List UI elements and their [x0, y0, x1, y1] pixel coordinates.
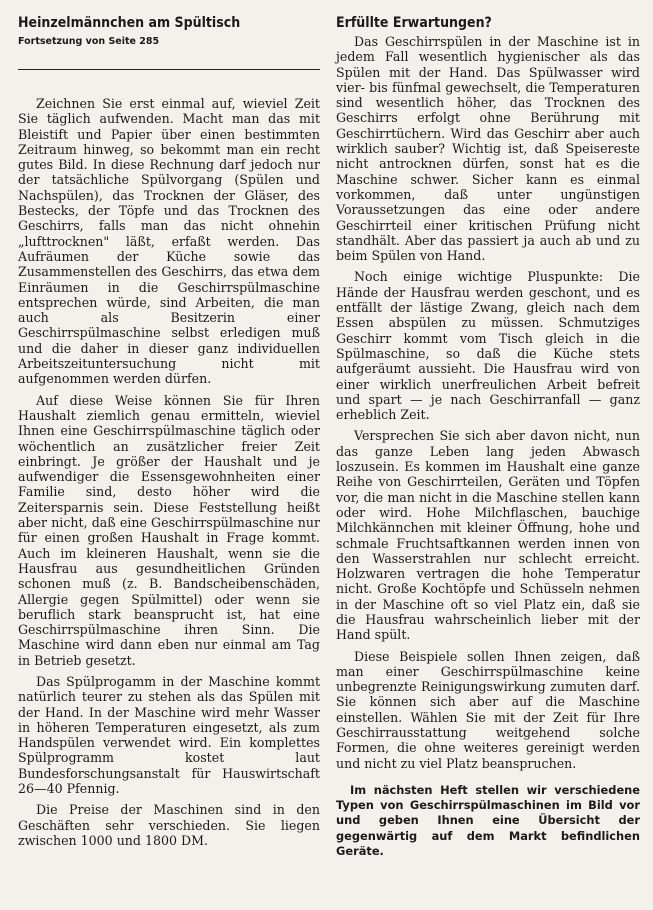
- paragraph: Zeichnen Sie erst einmal auf, wieviel Zeit Sie täglich aufwenden. Macht man das mit Bleistift und Papier über einen bestimmten Zeitraum hinweg, so bekommt man ein recht gutes Bild. In diese Rechnung darf jedoch nur der tatsächliche Spülvorgang (Spülen und Nachspülen), das Trocknen der Gläser, des Bestecks, der Töpfe und das Trocknen des Geschirrs, falls man das nicht ohnehin „lufttrocknen" läßt, erfaßt werden. Das Aufräumen der Küche sowie das Zusammenstellen des Geschirrs, das etwa dem Einräumen in die Geschirrspülmaschine entsprechen würde, sind Arbeiten, die man auch als Besitzerin einer Geschirrspülmaschine selbst erledigen muß und die daher in dieser ganz individuellen Arbeitszeituntersuchung nicht mit aufgenommen werden dürfen.: [18, 96, 320, 387]
- paragraph: Das Geschirrspülen in der Maschine ist in jedem Fall wesentlich hygienischer als das Spülen mit der Hand. Das Spülwasser wird vier- bis fünfmal gewechselt, die Temperaturen sind wesentlich höher, das Trocknen des Geschirrs erfolgt ohne Berührung mit Geschirrtüchern. Wird das Geschirr aber auch wirklich sauber? Wichtig ist, daß Speisereste nicht antrocknen dürfen, sonst hat es die Maschine schwer. Sicher kann es einmal vorkommen, daß unter ungünstigen Voraussetzungen das eine oder andere Geschirrteil einer kritischen Prüfung nicht standhält. Aber das passiert ja auch ab und zu beim Spülen von Hand.: [336, 34, 640, 264]
- right-column: [336, 14, 640, 859]
- paragraph: Das Spülprogamm in der Maschine kommt natürlich teurer zu stehen als das Spülen mit der Hand. In der Maschine wird mehr Wasser in höheren Temperaturen eingesetzt, als zum Handspülen verwendet wird. Ein komplettes Spülprogramm kostet laut Bundesforschungsanstalt für Hauswirtschaft 26—40 Pfennig.: [18, 673, 320, 797]
- section-headline: Erfüllte Erwartungen?: [336, 15, 492, 31]
- paragraph: Auf diese Weise können Sie für Ihren Haushalt ziemlich genau ermitteln, wieviel Ihnen eine Geschirrspülmaschine täglich oder wöchentlich an zusätzlicher freier Zeit einbringt. Je größer der Haushalt und je aufwendiger die Essensgewohnheiten einer Familie sind, desto höher wird die Zeitersparnis sein. Diese Feststellung heißt aber nicht, daß eine Geschirrspülmaschine nur für einen großen Haushalt in Frage kommt. Auch im kleineren Haushalt, wenn sie die Hausfrau aus gesundheitlichen Gründen schonen muß (z. B. Bandscheibenschäden, Allergie gegen Spülmittel) oder wenn sie beruflich stark beansprucht ist, hat eine Geschirrspülmaschine ihren Sinn. Die Maschine wird dann eben nur einmal am Tag in Betrieb gesetzt.: [18, 392, 320, 668]
- divider-rule: [18, 69, 320, 70]
- paragraph: Diese Beispiele sollen Ihnen zeigen, daß man einer Geschirrspülmaschine keine unbegrenzte Reinigungswirkung zumuten darf. Sie können sich aber auf die Maschine einstellen. Wählen Sie mit der Zeit für Ihre Geschirrausstattung weitgehend solche Formen, die ohne weiteres gereinigt werden und nicht zu viel Platz beanspruchen.: [336, 648, 640, 771]
- paragraph: Noch einige wichtige Pluspunkte: Die Hände der Hausfrau werden geschont, und es entfällt der lästige Zwang, gleich nach dem Essen abspülen zu müssen. Schmutziges Geschirr kommt vom Tisch gleich in die Spülmaschine, so daß die Küche stets aufgeräumt aussieht. Die Hausfrau wird von einer wirklich unerfreulichen Arbeit befreit und spart — je nach Geschirranfall — ganz erheblich Zeit.: [336, 269, 640, 423]
- continued-note: Fortsetzung von Seite 285: [18, 36, 160, 47]
- article-headline: Heinzelmännchen am Spültisch: [18, 15, 241, 31]
- left-column: [18, 14, 320, 854]
- paragraph: Versprechen Sie sich aber davon nicht, nun das ganze Leben lang jeden Abwasch loszusein. Es kommen im Haushalt eine ganze Reihe von Geschirrteilen, Geräten und Töpfen vor, die man nicht in die Maschine stellen kann oder wird. Hohe Milchflaschen, bauchige Milchkännchen mit kleiner Öffnung, hohe und schmale Fruchtsaftkannen werden innen von den Wasserstrahlen nur schlecht erreicht. Holzwaren vertragen die hohe Temperatur nicht. Große Kochtöpfe und Schüsseln nehmen in der Maschine oft so viel Platz ein, daß sie die Hausfrau wahrscheinlich lieber mit der Hand spült.: [336, 428, 640, 643]
- paragraph: Die Preise der Maschinen sind in den Geschäften sehr verschieden. Sie liegen zwischen 1000 und 1800 DM.: [18, 802, 320, 848]
- closing-note: Im nächsten Heft stellen wir verschiedene Typen von Geschirrspülmaschinen im Bild vor und geben Ihnen eine Übersicht der gegenwärtig auf dem Markt befindlichen Geräte.: [336, 782, 640, 858]
